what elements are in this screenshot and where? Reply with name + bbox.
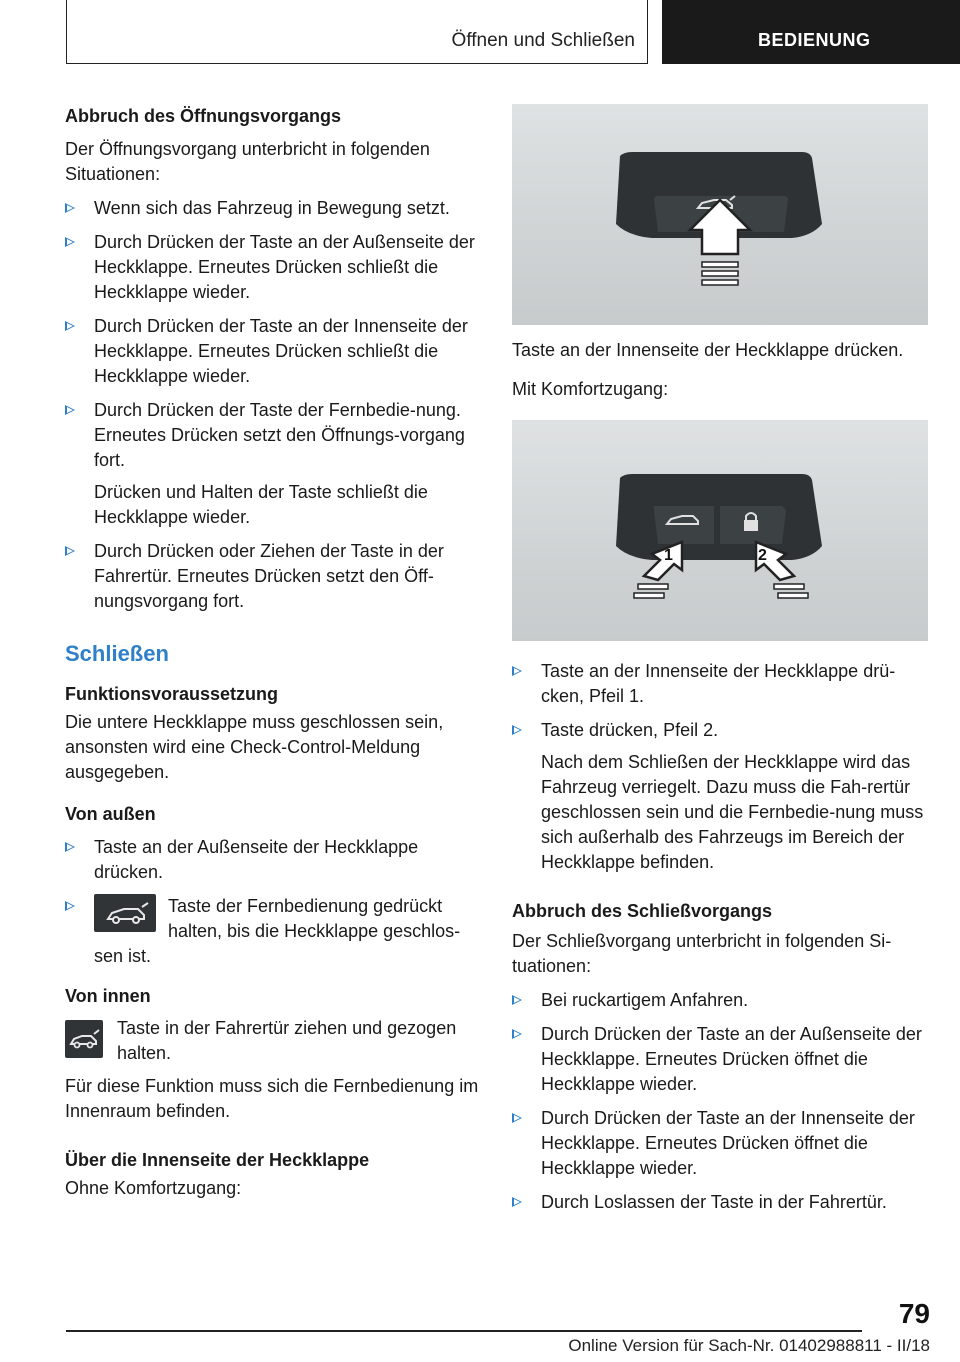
close-heading: Schließen (65, 641, 169, 666)
list-item-sub: Nach dem Schließen der Heckklappe wird das Fahrzeug verriegelt. Dazu muss die Fah-rertür geschlossen sein und die Fernbedie-nung muss sich außerhalb des Fahrzeugs im Bereich der Heckklappe befinden. (541, 752, 924, 872)
car-tailgate-icon (94, 894, 156, 932)
arrow-label-2: 2 (758, 547, 767, 564)
abort-open-intro: Der Öffnungsvorgang unterbricht in folgenden Situationen: (65, 139, 430, 184)
list-item: Durch Drücken der Taste der Fernbedie-nung. Erneutes Drücken setzt den Öffnungs-vorgang fort. Drücken und Halten der Taste schließt die Heckklappe wieder. (65, 398, 480, 530)
photo-comfort-buttons (512, 420, 928, 641)
header-chapter-title: BEDIENUNG (758, 30, 871, 50)
abort-open-list (65, 196, 480, 614)
footer-online-version: Online Version für Sach-Nr. 01402988811 - II/18 (568, 1336, 930, 1355)
list-item: Durch Drücken der Taste an der Innenseite der Heckklappe. Erneutes Drücken schließt die Heckklappe wieder. (65, 314, 480, 389)
pointing-hand-icon (0, 0, 26, 28)
list-item: Taste drücken, Pfeil 2. Nach dem Schließen der Heckklappe wird das Fahrzeug verriegelt. Dazu muss die Fah-rertür geschlossen sein und die Fernbedie-nung muss sich außerhalb des Fahrzeugs im Bereich der Heckklappe befinden. (512, 718, 932, 875)
car-tailgate-icon (65, 1020, 103, 1058)
bullet-triangle-icon (65, 237, 75, 247)
list-item: Durch Drücken oder Ziehen der Taste in der Fahrertür. Erneutes Drücken setzt den Öff-nungsvorgang fort. (65, 539, 480, 614)
abort-open-title: Abbruch des Öffnungsvorgangs (65, 106, 342, 126)
door-button-icon (65, 1020, 103, 1058)
list-item-sub: Drücken und Halten der Taste schließt die Heckklappe wieder. (94, 482, 428, 527)
abort-close-list (512, 988, 932, 1215)
bullet-triangle-icon (65, 546, 75, 556)
bullet-triangle-icon (65, 901, 75, 911)
list-item: Taste an der Innenseite der Heckklappe drü-cken, Pfeil 1. (512, 659, 932, 709)
tailgate-button-illustration (512, 104, 928, 325)
bullet-triangle-icon (512, 725, 522, 735)
list-item: Durch Drücken der Taste an der Außenseite der Heckklappe. Erneutes Drücken öffnet die Heckklappe wieder. (512, 1022, 932, 1097)
left-column (65, 104, 480, 1201)
bullet-triangle-icon (65, 842, 75, 852)
inside-text: Taste in der Fahrertür ziehen und gezogen halten. (117, 1018, 457, 1063)
list-item: Bei ruckartigem Anfahren. (512, 988, 932, 1013)
photo-tailgate-button (512, 104, 928, 325)
footer-divider (66, 1330, 862, 1332)
without-comfort: Ohne Komfortzugang: (65, 1178, 242, 1198)
bullet-triangle-icon (65, 203, 75, 213)
list-item: Durch Drücken der Taste an der Innenseite der Heckklappe. Erneutes Drücken öffnet die Heckklappe wieder. (512, 1106, 932, 1181)
list-item: Durch Drücken der Taste an der Außenseite der Heckklappe. Erneutes Drücken schließt die Heckklappe wieder. (65, 230, 480, 305)
prereq-title: Funktionsvoraussetzung (65, 684, 279, 704)
outside-title: Von außen (65, 804, 156, 824)
inner-side-title: Über die Innenseite der Heckklappe (65, 1150, 370, 1170)
header-section-tab (66, 0, 648, 64)
prereq-text: Die untere Heckklappe muss geschlossen sein, ansonsten wird eine Check-Control-Meldung ausgegeben. (65, 712, 444, 782)
header-chapter-tab (662, 0, 960, 64)
bullet-triangle-icon (512, 666, 522, 676)
right-column (512, 104, 932, 1215)
comfort-buttons-illustration (512, 420, 928, 641)
bullet-triangle-icon (512, 1029, 522, 1039)
list-item: Taste an der Außenseite der Heckklappe drücken. (65, 835, 480, 885)
list-item: Taste der Fernbedienung gedrückt halten, bis die Heckklappe geschlos- (65, 894, 480, 944)
header-section-title: Öffnen und Schließen (451, 30, 635, 51)
list-item: Durch Loslassen der Taste in der Fahrertür. (512, 1190, 932, 1215)
bullet-triangle-icon (65, 405, 75, 415)
remote-tailgate-button (94, 894, 156, 932)
abort-close-intro: Der Schließvorgang unterbricht in folgenden Si-tuationen: (512, 931, 892, 976)
outside-item2-cont: sen ist. (94, 946, 152, 966)
list-item: Wenn sich das Fahrzeug in Bewegung setzt. (65, 196, 480, 221)
bullet-triangle-icon (512, 995, 522, 1005)
arrow-label-1: 1 (664, 547, 673, 564)
comfort-list (512, 659, 932, 875)
inside-instruction (65, 1016, 480, 1066)
photo1-caption: Taste an der Innenseite der Heckklappe drücken. (512, 340, 904, 360)
page-number: 79 (898, 1298, 930, 1329)
outside-list (65, 835, 480, 944)
inside-title: Von innen (65, 986, 151, 1006)
bullet-triangle-icon (65, 321, 75, 331)
bullet-triangle-icon (512, 1197, 522, 1207)
bullet-triangle-icon (512, 1113, 522, 1123)
with-comfort: Mit Komfortzugang: (512, 379, 669, 399)
abort-close-title: Abbruch des Schließvorgangs (512, 901, 773, 921)
inside-note: Für diese Funktion muss sich die Fernbedienung im Innenraum befinden. (65, 1076, 479, 1121)
